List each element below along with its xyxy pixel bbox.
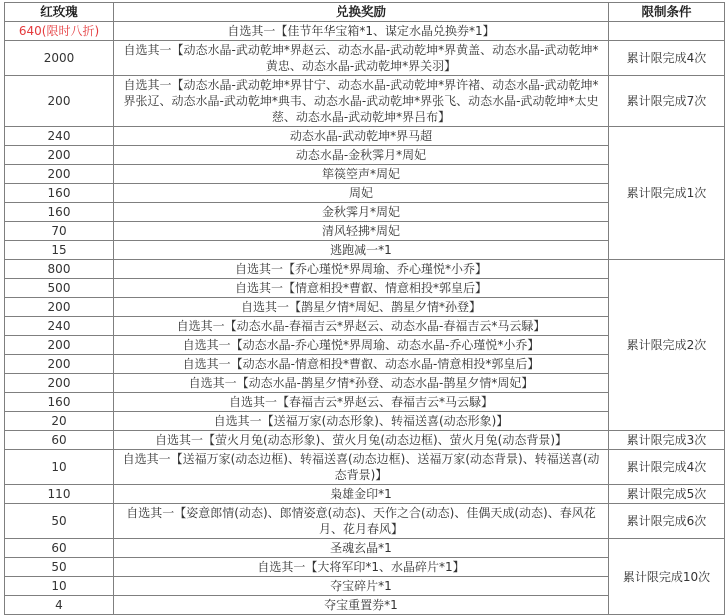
table-row (5, 41, 725, 76)
table-row (5, 504, 725, 539)
cost-cell: 200 (5, 374, 114, 393)
limit-cell: 累计限完成10次 (609, 539, 725, 615)
cost-cell: 200 (5, 298, 114, 317)
reward-cell: 自选其一【鹊星夕情*周妃、鹊星夕情*孙登】 (114, 298, 609, 317)
cost-cell: 60 (5, 431, 114, 450)
cost-cell: 160 (5, 203, 114, 222)
reward-cell: 圣魂玄晶*1 (114, 539, 609, 558)
cost-cell: 50 (5, 504, 114, 539)
reward-cell: 夺宝碎片*1 (114, 577, 609, 596)
cost-cell: 10 (5, 450, 114, 485)
cost-cell: 50 (5, 558, 114, 577)
reward-cell: 清风轻拂*周妃 (114, 222, 609, 241)
limit-cell: 累计限完成1次 (609, 127, 725, 260)
cost-cell: 240 (5, 127, 114, 146)
cost-cell: 240 (5, 317, 114, 336)
limit-cell: 累计限完成5次 (609, 485, 725, 504)
cost-cell: 640(限时八折) (5, 22, 114, 41)
reward-cell: 自选其一【送福万家(动态边框)、转福送喜(动态边框)、送福万家(动态背景)、转福送喜(动态背景)】 (114, 450, 609, 485)
limit-cell (609, 22, 725, 41)
reward-cell: 动态水晶-武动乾坤*界马超 (114, 127, 609, 146)
cost-cell: 200 (5, 165, 114, 184)
limit-cell: 累计限完成4次 (609, 450, 725, 485)
reward-cell: 自选其一【动态水晶-春福吉云*界赵云、动态水晶-春福吉云*马云騄】 (114, 317, 609, 336)
header-limit: 限制条件 (609, 3, 725, 22)
table-row (5, 485, 725, 504)
reward-cell: 金秋霁月*周妃 (114, 203, 609, 222)
reward-cell: 动态水晶-金秋霁月*周妃 (114, 146, 609, 165)
limit-cell: 累计限完成2次 (609, 260, 725, 431)
reward-cell: 自选其一【佳节年华宝箱*1、谋定水晶兑换券*1】 (114, 22, 609, 41)
cost-cell: 15 (5, 241, 114, 260)
cost-cell: 200 (5, 146, 114, 165)
cost-cell: 110 (5, 485, 114, 504)
reward-cell: 自选其一【姿意郎情(动态)、郎情姿意(动态)、天作之合(动态)、佳偶天成(动态)、春风花月、花月春风】 (114, 504, 609, 539)
reward-cell: 自选其一【动态水晶-乔心瑾悦*界周瑜、动态水晶-乔心瑾悦*小乔】 (114, 336, 609, 355)
limit-cell: 累计限完成3次 (609, 431, 725, 450)
cost-cell: 160 (5, 184, 114, 203)
cost-cell: 60 (5, 539, 114, 558)
cost-cell: 20 (5, 412, 114, 431)
table-row (5, 76, 725, 127)
header-reward: 兑换奖励 (114, 3, 609, 22)
reward-cell: 自选其一【送福万家(动态形象)、转福送喜(动态形象)】 (114, 412, 609, 431)
table-row (5, 539, 725, 558)
reward-cell: 逃跑减一*1 (114, 241, 609, 260)
cost-cell: 160 (5, 393, 114, 412)
cost-cell: 200 (5, 355, 114, 374)
cost-cell: 200 (5, 76, 114, 127)
cost-cell: 10 (5, 577, 114, 596)
reward-cell: 自选其一【萤火月兔(动态形象)、萤火月兔(动态边框)、萤火月兔(动态背景)】 (114, 431, 609, 450)
table-row (5, 260, 725, 279)
limit-cell: 累计限完成4次 (609, 41, 725, 76)
reward-cell: 枭雄金印*1 (114, 485, 609, 504)
cost-cell: 200 (5, 336, 114, 355)
cost-cell: 500 (5, 279, 114, 298)
reward-cell: 自选其一【动态水晶-武动乾坤*界赵云、动态水晶-武动乾坤*界黄盖、动态水晶-武动乾坤*黄忠、动态水晶-武动乾坤*界关羽】 (114, 41, 609, 76)
reward-cell: 自选其一【乔心瑾悦*界周瑜、乔心瑾悦*小乔】 (114, 260, 609, 279)
table-row (5, 127, 725, 146)
limit-cell: 累计限完成7次 (609, 76, 725, 127)
reward-cell: 自选其一【大将军印*1、水晶碎片*1】 (114, 558, 609, 577)
cost-cell: 2000 (5, 41, 114, 76)
reward-cell: 筚篌箜声*周妃 (114, 165, 609, 184)
reward-cell: 自选其一【情意相投*曹叡、情意相投*郭皇后】 (114, 279, 609, 298)
limit-cell: 累计限完成6次 (609, 504, 725, 539)
reward-cell: 自选其一【动态水晶-武动乾坤*界甘宁、动态水晶-武动乾坤*界许褚、动态水晶-武动乾坤*界张辽、动态水晶-武动乾坤*典韦、动态水晶-武动乾坤*界张飞、动态水晶-武动乾坤*太史慈、动态水晶-武动乾坤*界吕布】 (114, 76, 609, 127)
cost-cell: 70 (5, 222, 114, 241)
table-header-row (5, 3, 725, 22)
reward-cell: 自选其一【春福吉云*界赵云、春福吉云*马云騄】 (114, 393, 609, 412)
table-row (5, 450, 725, 485)
rewards-table (4, 2, 725, 615)
table-row (5, 431, 725, 450)
reward-cell: 夺宝重置券*1 (114, 596, 609, 615)
table-row (5, 22, 725, 41)
reward-cell: 自选其一【动态水晶-鹊星夕情*孙登、动态水晶-鹊星夕情*周妃】 (114, 374, 609, 393)
cost-cell: 4 (5, 596, 114, 615)
header-currency: 红玫瑰 (5, 3, 114, 22)
cost-cell: 800 (5, 260, 114, 279)
reward-cell: 自选其一【动态水晶-情意相投*曹叡、动态水晶-情意相投*郭皇后】 (114, 355, 609, 374)
reward-cell: 周妃 (114, 184, 609, 203)
